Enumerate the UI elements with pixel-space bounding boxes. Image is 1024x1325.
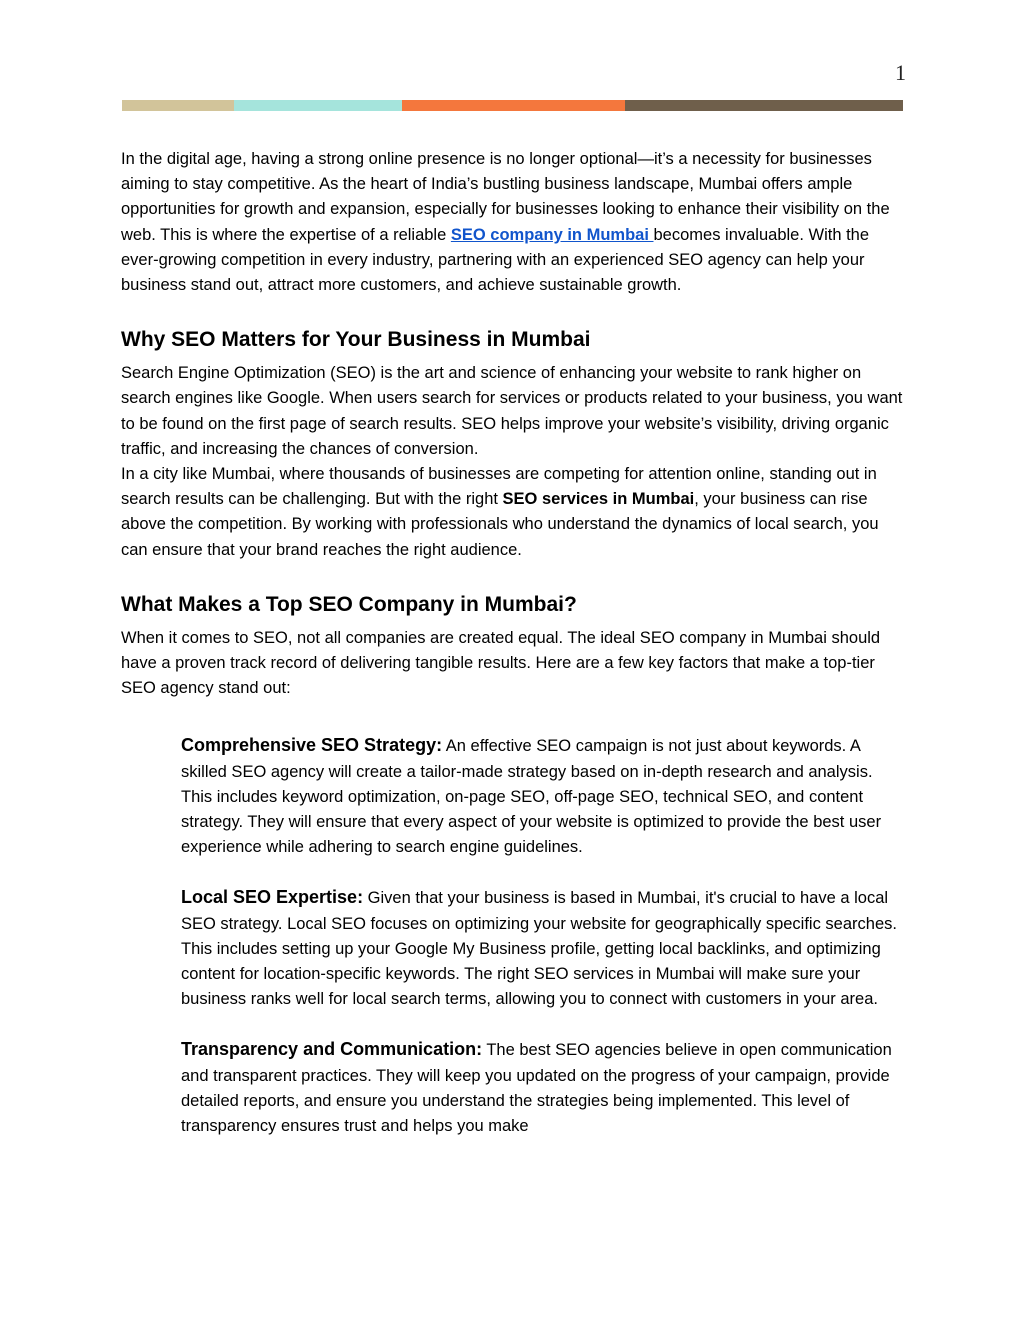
factor-text: An effective SEO campaign is not just about keywords. A skilled SEO agency will create a tailor-made strategy based on in-depth research and analysis. This includes keyword optimization, on-page SEO, off-page SEO, technical SEO, and content strategy. They will ensure that every aspect of your website is optimized to provide the best user experience while adhering to search engine guidelines.: [181, 737, 882, 857]
color-bar-segment-3: [402, 100, 625, 111]
intro-text-after: becomes invaluable. With the ever-growing competition in every industry, partnering with an experienced SEO agency can help your business stand out, attract more customers, and achieve sustainable growth.: [121, 225, 870, 295]
factor-item: [181, 885, 905, 1012]
factor-list: [121, 733, 905, 1139]
section-heading-top-seo-company: What Makes a Top SEO Company in Mumbai?: [121, 592, 577, 616]
section-heading-why-seo: Why SEO Matters for Your Business in Mumbai: [121, 328, 591, 352]
factor-title: Transparency and Communication:: [181, 1039, 483, 1060]
why-seo-paragraph-2: [121, 462, 905, 563]
color-bar-segment-4: [625, 100, 903, 111]
factor-title: Comprehensive SEO Strategy:: [181, 735, 443, 756]
intro-paragraph: [121, 147, 905, 298]
factor-text: The best SEO agencies believe in open communication and transparent practices. They will keep you updated on the progress of your campaign, provide detailed reports, and ensure you understand the strategies being implemented. This level of transparency ensures trust and helps you make: [181, 1041, 892, 1136]
color-bar-segment-1: [122, 100, 234, 111]
top-seo-intro-paragraph: When it comes to SEO, not all companies are created equal. The ideal SEO company in Mumbai should have a proven track record of delivering tangible results. Here are a few key factors that make a top-tier SEO agency stand out:: [121, 628, 881, 698]
factor-text: Given that your business is based in Mumbai, it's crucial to have a local SEO strategy. Local SEO focuses on optimizing your website for geographically specific searches. This includes setting up your Google My Business profile, getting local backlinks, and optimizing content for location-specific keywords. The right SEO services in Mumbai will make sure your business ranks well for local search terms, allowing you to connect with customers in your area.: [181, 889, 897, 1009]
document-body: [121, 147, 905, 1164]
color-bar-segment-2: [234, 100, 402, 111]
why-seo-text-after: , your business can rise above the competition. By working with professionals who understand the dynamics of local search, you can ensure that your brand reaches the right audience.: [121, 490, 879, 559]
factor-title: Local SEO Expertise:: [181, 887, 364, 908]
factor-item: [181, 1037, 905, 1139]
header-color-bar: [122, 100, 903, 111]
seo-services-bold: SEO services in Mumbai: [502, 490, 695, 509]
why-seo-paragraph-1: Search Engine Optimization (SEO) is the art and science of enhancing your website to rank higher on search engines like Google. When users search for services or products related to your business, you want to be found on the first page of search results. SEO helps improve your website’s visibility, driving organic traffic, and increasing the chances of conversion.: [121, 364, 903, 458]
intro-text-before: In the digital age, having a strong online presence is no longer optional—it’s a necessity for businesses aiming to stay competitive. As the heart of India’s bustling business landscape, Mumbai offers ample opportunities for growth and expansion, especially for businesses looking to enhance their visibility on the web. This is where the expertise of a reliable: [121, 150, 890, 244]
seo-company-link[interactable]: SEO company in Mumbai: [450, 225, 654, 244]
page-number: 1: [895, 60, 906, 85]
factor-item: [181, 733, 905, 860]
why-seo-text-before: In a city like Mumbai, where thousands of businesses are competing for attention online, standing out in search results can be challenging. But with the right: [121, 465, 877, 509]
